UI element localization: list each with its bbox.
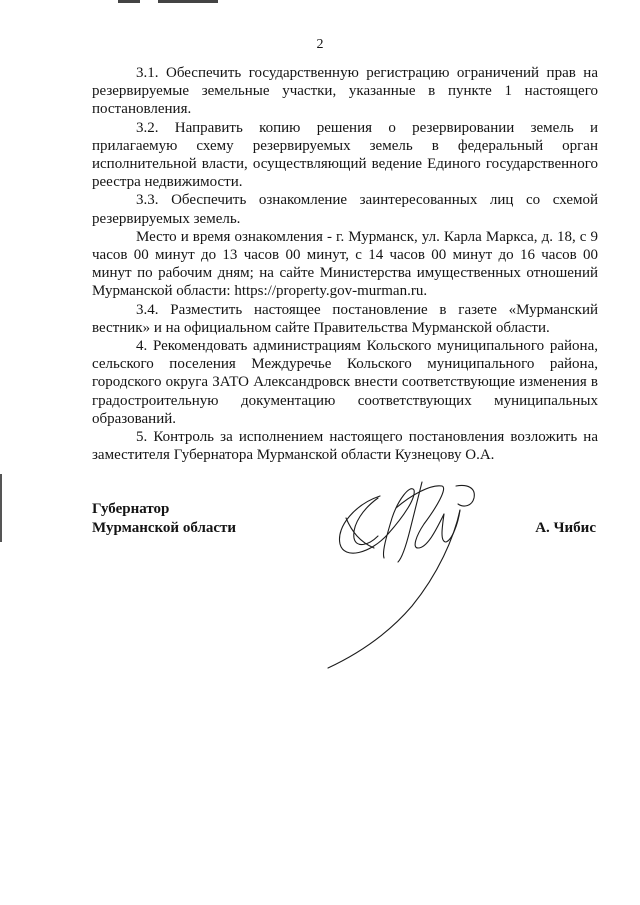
signatory-title-line1: Губернатор <box>92 501 170 517</box>
paragraph-place-time: Место и время ознакомления - г. Мурманск, ул. Карла Маркса, д. 18, с 9 часов 00 минут до 13 часов 00 минут, с 14 часов 00 минут до 16 часов 00 минут по рабочим дням; на сайте Министерства имущественных отношений Мурманской области: https://property.gov-murman.ru. <box>92 228 598 300</box>
paragraph-3-1: 3.1. Обеспечить государственную регистрацию ограничений прав на резервируемые земельные участки, указанные в пункте 1 настоящего постановления. <box>92 65 598 118</box>
paragraph-5: 5. Контроль за исполнением настоящего постановления возложить на заместителя Губернатора Мурманской области Кузнецову О.А. <box>92 429 598 464</box>
paragraph-3-4: 3.4. Разместить настоящее постановление в газете «Мурманский вестник» и на официальном сайте Правительства Мурманской области. <box>92 301 598 336</box>
scan-edge-mark <box>0 474 2 542</box>
paragraph-3-2: 3.2. Направить копию решения о резервировании земель и прилагаемую схему резервируемых земель в федеральный орган исполнительной власти, осуществляющий ведение Единого государственного реестра недвижимости. <box>92 119 598 191</box>
signatory-name: А. Чибис <box>535 520 596 536</box>
top-edge-mark <box>118 0 238 4</box>
signatory-title <box>92 500 236 538</box>
paragraph-3-3: 3.3. Обеспечить ознакомление заинтересованных лиц со схемой резервируемых земель. <box>92 192 598 227</box>
handwritten-signature <box>318 478 478 673</box>
page-number: 2 <box>316 37 324 52</box>
document-body <box>92 64 598 464</box>
paragraph-4: 4. Рекомендовать администрациям Кольского муниципального района, сельского поселения Междуречье Кольского муниципального района, городского округа ЗАТО Александровск внести соответствующие изменения в градостроительную документацию соответствующих муниципальных образований. <box>92 338 598 427</box>
signatory-title-line2: Мурманской области <box>92 520 237 536</box>
